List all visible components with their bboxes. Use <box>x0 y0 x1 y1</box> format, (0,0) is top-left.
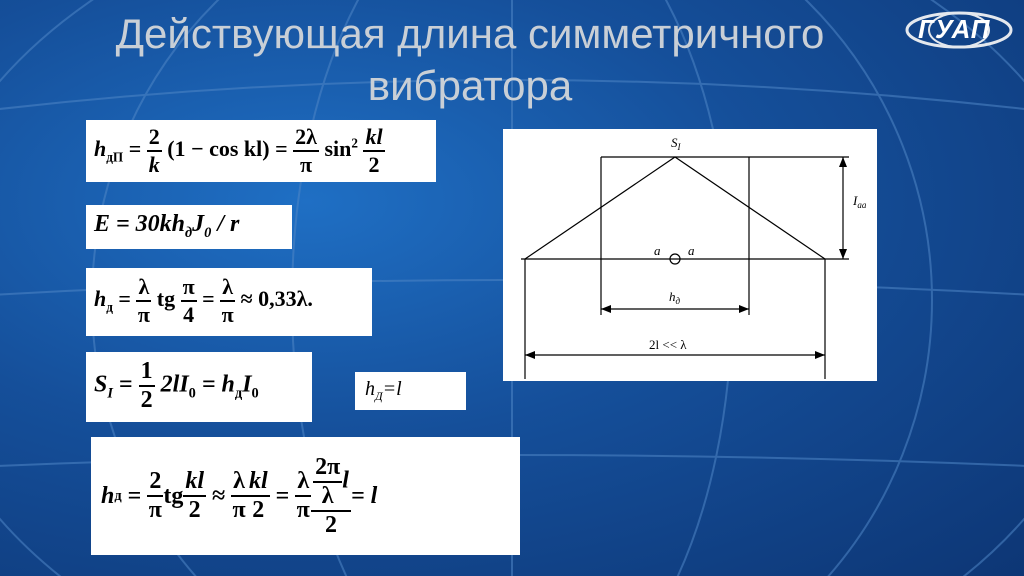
slide-title: Действующая длина симметричного вибратора <box>115 10 825 109</box>
hd-label: h <box>669 289 676 304</box>
formula-quarter-wave-length: $h_д$ = $\frac{\lambda}{\pi}$ tg $\frac{\pi}{4}$ = $\frac{\lambda}{\pi}$ ≈ 0,33λ. <box>86 268 372 336</box>
svg-text:Iaa: $I_{aa}$ <box>853 193 867 210</box>
svg-text:hд: $h_д$ <box>669 289 681 306</box>
dipole-diagram <box>503 129 877 381</box>
note-equal-length: $h_Д=l$ <box>355 372 466 410</box>
current-distribution-line <box>525 157 825 259</box>
top-label: S <box>671 135 678 150</box>
svg-text:SI: $S_I$ <box>671 135 681 152</box>
formula-short-dipole-length: h д = $\frac{2}{\pi}$ tg $\frac{kl}{2}$ ≈ $\frac{\lambda}{\pi}$ $\frac{kl}{2}$ = $\frac{\lambda}{\pi}$ $\frac{2\pi}{\lambda}$ l 2 = l <box>91 437 520 555</box>
formula-effective-length-general: $h_{дП}$ = $\frac{2}{k}$ (1 − cos kl) = $\frac{2\lambda}{\pi}$ $\sin^2$ $\frac{kl}{2}$ <box>86 120 436 182</box>
feed-left-label: a <box>654 243 661 258</box>
formula-field-strength: $E = 30kh_дJ_0 / r$ <box>86 205 292 249</box>
guap-logo-text: ГУАП <box>918 14 991 44</box>
right-label: I <box>853 193 858 208</box>
feed-right-label: a <box>688 243 695 258</box>
bottom-label: 2l << λ <box>649 337 687 352</box>
formula-area-current: $S_I$ = $\frac{1}{2}$ $2lI_0 = h_дI_0$ <box>86 352 312 422</box>
